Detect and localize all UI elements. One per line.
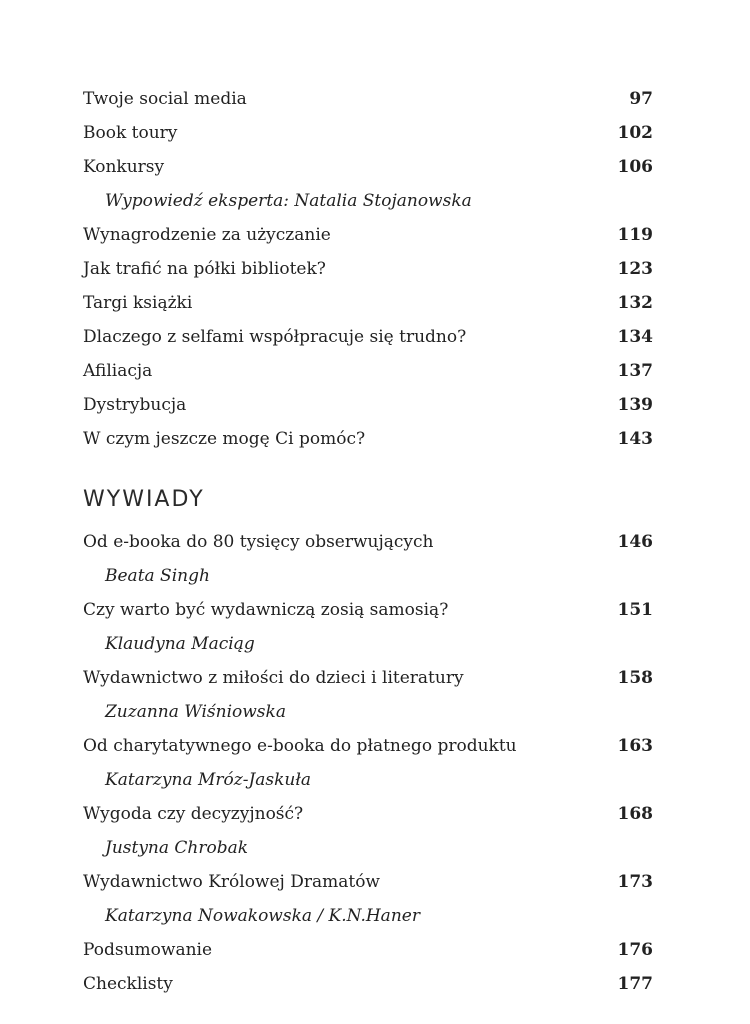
toc-entry xyxy=(83,525,653,559)
toc-entry-title: Wydawnictwo z miłości do dzieci i literatury xyxy=(83,668,464,688)
toc-page-number: 102 xyxy=(617,123,653,143)
toc-entry-title: Od e-booka do 80 tysięcy obserwujących xyxy=(83,532,434,552)
toc-entry xyxy=(83,865,653,899)
toc-page-number: 158 xyxy=(617,668,653,688)
toc-page-number: 176 xyxy=(617,940,653,960)
toc-entry xyxy=(83,252,653,286)
toc-entry-title: Dlaczego z selfami współpracuje się trudno? xyxy=(83,327,467,347)
toc-entry-title: Book toury xyxy=(83,123,178,143)
toc-subtitle xyxy=(83,831,653,865)
toc-subtitle xyxy=(83,627,653,661)
toc-page-number: 139 xyxy=(617,395,653,415)
toc-subtitle-text: Justyna Chrobak xyxy=(105,838,249,858)
toc-entry-title: Afiliacja xyxy=(83,361,153,381)
toc-entry-title: Podsumowanie xyxy=(83,940,213,960)
toc-page-number: 132 xyxy=(617,293,653,313)
section-heading: WYWIADY xyxy=(83,487,205,512)
toc-subtitle-text: Beata Singh xyxy=(105,566,210,586)
toc-entry xyxy=(83,320,653,354)
toc-part-1 xyxy=(83,82,653,456)
toc-entry-title: Wynagrodzenie za użyczanie xyxy=(83,225,331,245)
toc-entry xyxy=(83,286,653,320)
toc-entry xyxy=(83,218,653,252)
table-of-contents xyxy=(83,82,653,1001)
toc-subtitle-text: Wypowiedź eksperta: Natalia Stojanowska xyxy=(105,191,472,211)
toc-page-number: 137 xyxy=(617,361,653,381)
toc-page-number: 168 xyxy=(617,804,653,824)
toc-entry xyxy=(83,967,653,1001)
toc-entry-title: Jak trafić na półki bibliotek? xyxy=(83,259,326,279)
toc-entry-title: Wygoda czy decyzyjność? xyxy=(83,804,304,824)
toc-entry-title: W czym jeszcze mogę Ci pomóc? xyxy=(83,429,366,449)
toc-entry xyxy=(83,593,653,627)
toc-entry xyxy=(83,150,653,184)
toc-entry-title: Konkursy xyxy=(83,157,165,177)
toc-entry xyxy=(83,797,653,831)
toc-entry-title: Od charytatywnego e-booka do płatnego produktu xyxy=(83,736,517,756)
toc-page-number: 151 xyxy=(617,600,653,620)
toc-part-2 xyxy=(83,525,653,1001)
toc-page-number: 119 xyxy=(617,225,653,245)
toc-entry xyxy=(83,388,653,422)
toc-entry-title: Twoje social media xyxy=(83,89,247,109)
toc-entry xyxy=(83,354,653,388)
toc-entry xyxy=(83,116,653,150)
toc-subtitle-text: Zuzanna Wiśniowska xyxy=(105,702,286,722)
toc-entry xyxy=(83,933,653,967)
toc-entry-title: Czy warto być wydawniczą zosią samosią? xyxy=(83,600,449,620)
toc-subtitle-text: Klaudyna Maciąg xyxy=(105,634,255,654)
toc-subtitle-text: Katarzyna Mróz-Jaskuła xyxy=(105,770,312,790)
toc-subtitle xyxy=(83,184,653,218)
toc-entry xyxy=(83,82,653,116)
toc-subtitle xyxy=(83,763,653,797)
toc-subtitle xyxy=(83,559,653,593)
toc-page-number: 134 xyxy=(617,327,653,347)
toc-entry-title: Wydawnictwo Królowej Dramatów xyxy=(83,872,380,892)
toc-page-number: 146 xyxy=(617,532,653,552)
toc-page-number: 106 xyxy=(617,157,653,177)
toc-page-number: 123 xyxy=(617,259,653,279)
toc-entry xyxy=(83,661,653,695)
toc-subtitle xyxy=(83,695,653,729)
toc-entry-title: Checklisty xyxy=(83,974,173,994)
toc-page-number: 143 xyxy=(617,429,653,449)
toc-entry xyxy=(83,422,653,456)
toc-page-number: 97 xyxy=(629,89,653,109)
toc-subtitle-text: Katarzyna Nowakowska / K.N.Haner xyxy=(105,906,420,926)
toc-entry-title: Dystrybucja xyxy=(83,395,187,415)
toc-entry xyxy=(83,729,653,763)
toc-page-number: 163 xyxy=(617,736,653,756)
toc-page-number: 177 xyxy=(617,974,653,994)
toc-page-number: 173 xyxy=(617,872,653,892)
toc-subtitle xyxy=(83,899,653,933)
toc-entry-title: Targi książki xyxy=(83,293,193,313)
